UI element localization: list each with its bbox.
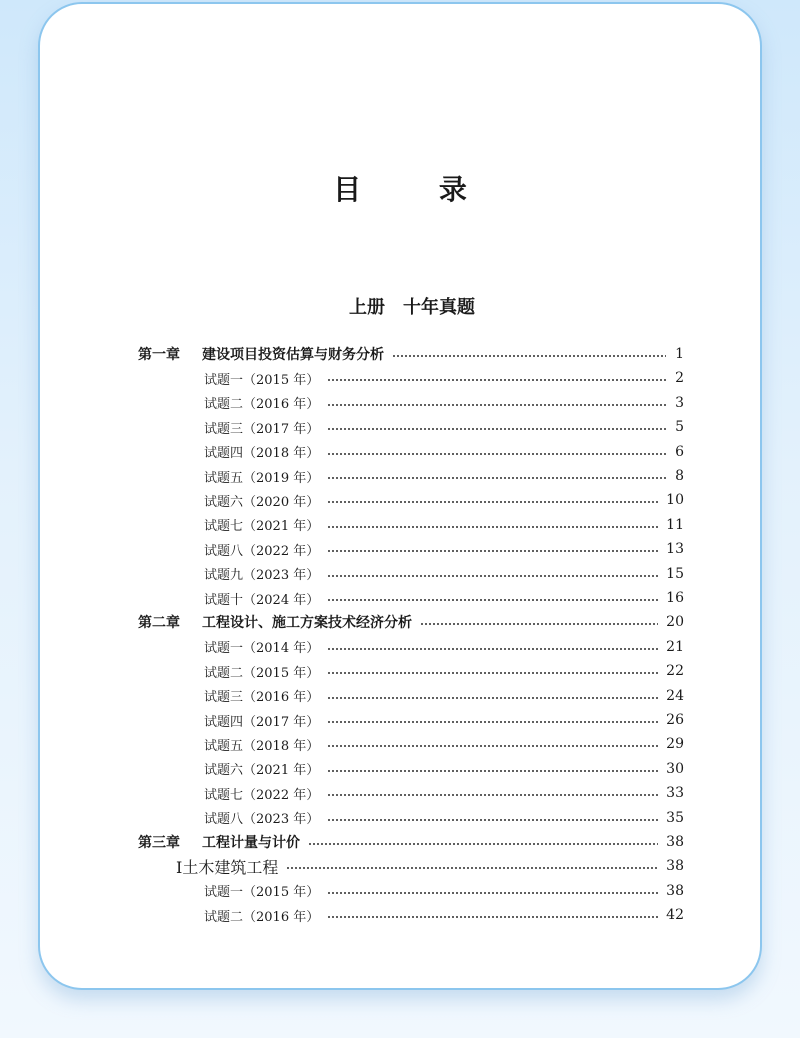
toc-entry-exam	[204, 586, 684, 610]
toc-entry-exam	[204, 684, 684, 708]
toc-entry-exam	[204, 488, 684, 512]
exam-title: 试题十（2024 年）	[204, 592, 320, 608]
toc-entry-exam	[204, 415, 684, 439]
toc-entry-exam	[204, 464, 684, 488]
dot-leader	[327, 379, 666, 381]
page-number: 24	[666, 687, 684, 704]
dot-leader	[327, 453, 666, 455]
toc-entry-exam	[204, 757, 684, 781]
page-number: 38	[666, 858, 684, 875]
toc-entry-section	[176, 854, 684, 878]
toc-entry-exam	[204, 806, 684, 830]
page-number: 30	[666, 760, 684, 777]
dot-leader	[327, 575, 658, 577]
page-number: 5	[675, 419, 684, 436]
section-title: Ⅰ土木建筑工程	[176, 857, 279, 877]
toc-entry-chapter	[138, 610, 684, 634]
toc-entry-exam	[204, 732, 684, 756]
toc-entry-exam	[204, 781, 684, 805]
dot-leader	[327, 770, 658, 772]
chapter-title: 建设项目投资估算与财务分析	[202, 347, 384, 363]
dot-leader	[327, 892, 658, 894]
page-number: 38	[666, 882, 684, 899]
toc-entry-exam	[204, 708, 684, 732]
toc-entry-exam	[204, 635, 684, 659]
dot-leader	[327, 501, 658, 503]
toc-entry-exam	[204, 537, 684, 561]
page-number: 1	[675, 346, 684, 362]
exam-title: 试题五（2018 年）	[204, 738, 320, 754]
exam-title: 试题八（2023 年）	[204, 812, 320, 828]
dot-leader	[327, 745, 658, 747]
page-number: 35	[666, 809, 684, 826]
page-number: 11	[666, 516, 684, 533]
toc-entry-exam	[204, 562, 684, 586]
page-number: 21	[666, 638, 684, 655]
toc-entry-exam	[204, 879, 684, 903]
page-number: 16	[666, 590, 684, 606]
chapter-number: 第一章	[138, 347, 180, 363]
volume-subtitle: 上册 十年真题	[349, 297, 475, 318]
toc-entry-exam	[204, 903, 684, 927]
page-number: 33	[666, 785, 684, 802]
page-number: 20	[666, 614, 684, 631]
chapter-title: 工程计量与计价	[202, 835, 300, 851]
page-number: 6	[675, 443, 684, 460]
exam-title: 试题五（2019 年）	[204, 470, 320, 486]
exam-title: 试题一（2015 年）	[204, 372, 320, 388]
exam-title: 试题七（2021 年）	[204, 519, 320, 535]
page-number: 13	[666, 541, 684, 558]
exam-title: 试题三（2016 年）	[204, 690, 320, 706]
exam-title: 试题八（2022 年）	[204, 543, 320, 559]
page-number: 22	[666, 663, 684, 680]
exam-title: 试题六（2021 年）	[204, 763, 320, 779]
dot-leader	[327, 404, 666, 406]
page-number: 2	[675, 370, 684, 387]
dot-leader	[327, 819, 658, 821]
chapter-number: 第三章	[138, 835, 180, 851]
exam-title: 试题一（2014 年）	[204, 641, 320, 657]
exam-title: 试题三（2017 年）	[204, 421, 320, 437]
toc-entry-exam	[204, 659, 684, 683]
page-number: 38	[666, 834, 684, 850]
dot-leader	[327, 672, 658, 674]
page-number: 15	[666, 565, 684, 582]
toc-entry-exam	[204, 391, 684, 415]
exam-title: 试题一（2015 年）	[204, 885, 320, 901]
toc-entry-chapter	[138, 342, 684, 366]
dot-leader	[327, 916, 658, 918]
dot-leader	[420, 623, 658, 625]
exam-title: 试题四（2018 年）	[204, 446, 320, 462]
page-number: 8	[675, 468, 684, 484]
exam-title: 试题二（2016 年）	[204, 909, 320, 925]
dot-leader	[327, 648, 658, 650]
dot-leader	[286, 867, 658, 869]
chapter-title: 工程设计、施工方案技术经济分析	[202, 615, 412, 632]
exam-title: 试题九（2023 年）	[204, 568, 320, 584]
exam-title: 试题二（2015 年）	[204, 665, 320, 681]
toc-entry-chapter	[138, 830, 684, 854]
dot-leader	[327, 794, 658, 796]
dot-leader	[392, 355, 666, 357]
dot-leader	[327, 526, 658, 528]
toc-entry-exam	[204, 366, 684, 390]
exam-title: 试题二（2016 年）	[204, 397, 320, 413]
page-number: 26	[666, 712, 684, 728]
dot-leader	[327, 477, 666, 479]
dot-leader	[327, 697, 658, 699]
dot-leader	[327, 550, 658, 552]
exam-title: 试题六（2020 年）	[204, 494, 320, 510]
dot-leader	[308, 843, 658, 845]
page-number: 29	[666, 736, 684, 753]
toc-entry-exam	[204, 440, 684, 464]
page-title: 目 录	[333, 173, 501, 206]
page-number: 10	[666, 492, 684, 509]
exam-title: 试题七（2022 年）	[204, 787, 320, 803]
chapter-number: 第二章	[138, 615, 180, 632]
dot-leader	[327, 599, 658, 601]
dot-leader	[327, 428, 666, 430]
page-number: 42	[666, 907, 684, 924]
exam-title: 试题四（2017 年）	[204, 714, 320, 730]
dot-leader	[327, 721, 658, 723]
page-number: 3	[675, 394, 684, 411]
toc-entry-exam	[204, 513, 684, 537]
